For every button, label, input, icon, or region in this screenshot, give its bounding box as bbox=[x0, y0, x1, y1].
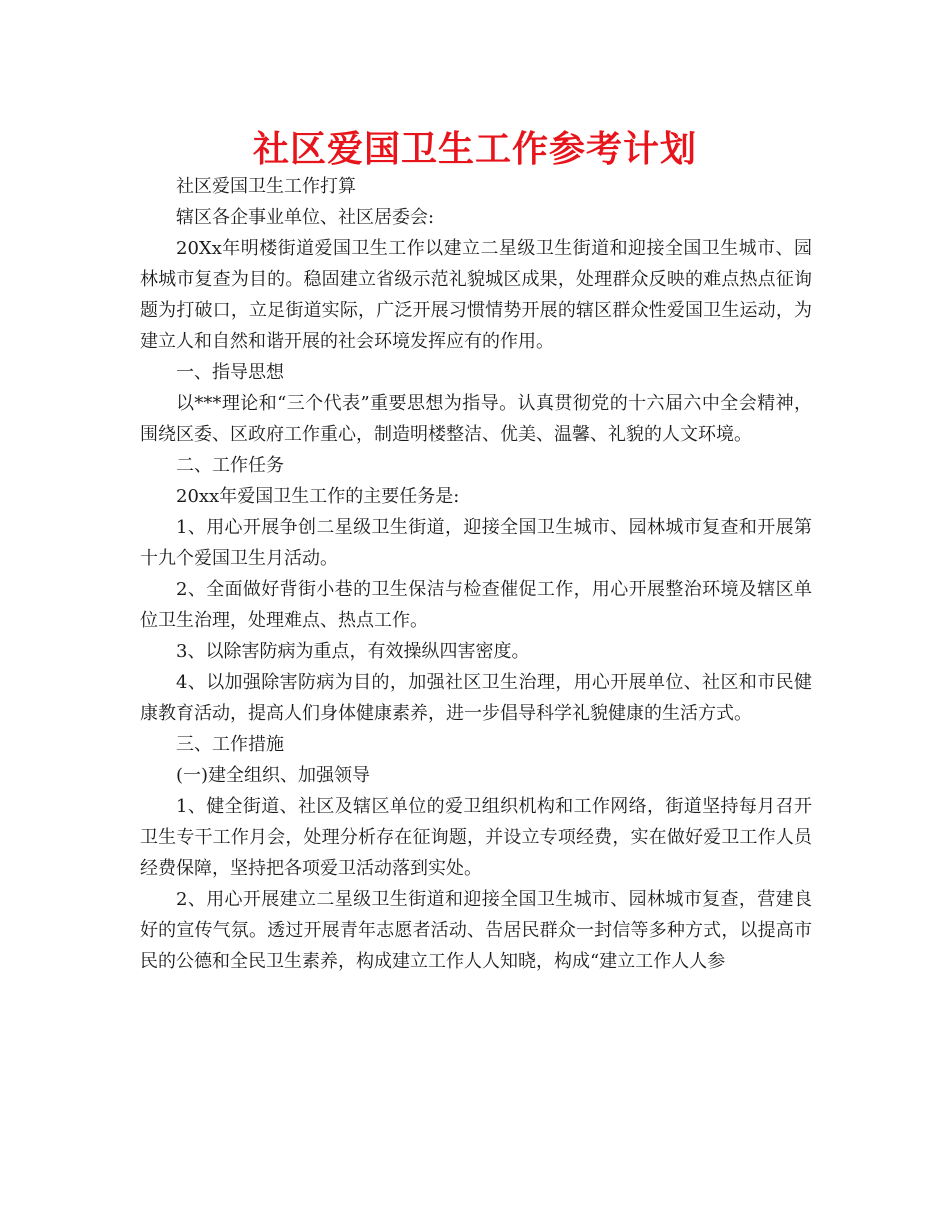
list-item: 3、以除害防病为重点，有效操纵四害密度。 bbox=[176, 641, 530, 662]
paragraph: 社区爱国卫生工作打算 bbox=[176, 176, 356, 197]
paragraph: 20xx年爱国卫生工作的主要任务是: bbox=[176, 486, 460, 507]
list-item: 1、健全街道、社区及辖区单位的爱卫组织机构和工作网络，街道坚持每月召开卫生专干工作月会，处理分析存在征询题，并设立专项经费，实在做好爱卫工作人员经费保障，坚持把各项爱卫活动落到实处。 bbox=[140, 796, 812, 879]
list-item: 1、用心开展争创二星级卫生街道，迎接全国卫生城市、园林城市复查和开展第十九个爱国卫生月活动。 bbox=[140, 517, 812, 569]
section-heading: 一、指导思想 bbox=[176, 362, 284, 383]
document-title: 社区爱国卫生工作参考计划 bbox=[252, 129, 697, 170]
list-item: 2、全面做好背街小巷的卫生保洁与检查催促工作，用心开展整治环境及辖区单位卫生治理，处理难点、热点工作。 bbox=[140, 579, 812, 631]
section-heading: 二、工作任务 bbox=[176, 455, 284, 476]
list-item: 2、用心开展建立二星级卫生街道和迎接全国卫生城市、园林城市复查，营建良好的宣传气氛。透过开展青年志愿者活动、告居民群众一封信等多种方式，以提高市民的公德和全民卫生素养，构成建立工作人人知晓，构成“建立工作人人参 bbox=[140, 889, 812, 972]
list-item: 4、以加强除害防病为目的，加强社区卫生治理，用心开展单位、社区和市民健康教育活动，提高人们身体健康素养，进一步倡导科学礼貌健康的生活方式。 bbox=[140, 672, 812, 724]
section-heading: 三、工作措施 bbox=[176, 734, 284, 755]
paragraph: 20Xx年明楼街道爱国卫生工作以建立二星级卫生街道和迎接全国卫生城市、园林城市复查为目的。稳固建立省级示范礼貌城区成果，处理群众反映的难点热点征询题为打破口，立足街道实际，广泛开展习惯情势开展的辖区群众性爱国卫生运动，为建立人和自然和谐开展的社会环境发挥应有的作用。 bbox=[140, 238, 812, 352]
document-body bbox=[140, 171, 812, 977]
paragraph: 以***理论和“三个代表”重要思想为指导。认真贯彻党的十六届六中全会精神，围绕区委、区政府工作重心，制造明楼整洁、优美、温馨、礼貌的人文环境。 bbox=[140, 393, 812, 445]
paragraph: 辖区各企事业单位、社区居委会: bbox=[176, 207, 435, 228]
subsection-heading: (一)建全组织、加强领导 bbox=[176, 765, 371, 786]
